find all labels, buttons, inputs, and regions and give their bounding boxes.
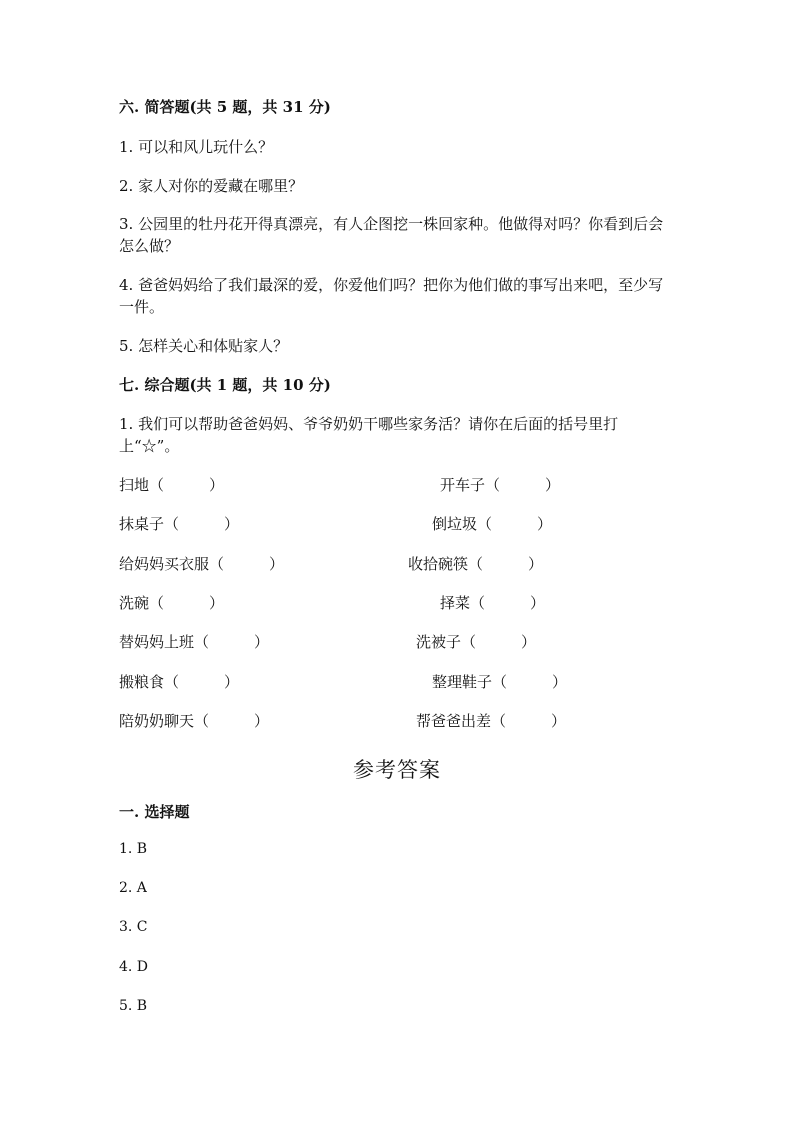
question-6-4: 4. 爸爸妈妈给了我们最深的爱，你爱他们吗？把你为他们做的事写出来吧，至少写一件。 [119,276,664,316]
answer-2: 2. A [119,880,147,896]
chore-left-4: 洗碗（ ） [119,594,225,612]
chore-right-4: 择菜（ ） [440,594,546,612]
question-6-2: 2. 家人对你的爱藏在哪里？ [119,177,304,195]
chore-left-3: 给妈妈买衣服（ ） [119,555,285,573]
answers-section-1-heading: 一. 选择题 [119,803,190,821]
answers-title: 参考答案 [353,758,441,782]
question-6-5: 5. 怎样关心和体贴家人？ [119,337,289,355]
chore-right-1: 开车子（ ） [440,476,561,494]
answer-1: 1. B [119,841,148,857]
question-7-1: 1. 我们可以帮助爸爸妈妈、爷爷奶奶干哪些家务活？请你在后面的括号里打上“☆”。 [119,415,619,455]
answer-3: 3. C [119,919,148,935]
chore-left-7: 陪奶奶聊天（ ） [119,712,270,730]
question-6-3: 3. 公园里的牡丹花开得真漂亮，有人企图挖一株回家种。他做得对吗？你看到后会怎么做？ [119,215,664,255]
chore-right-6: 整理鞋子（ ） [432,673,568,691]
section-6-heading: 六. 简答题(共 5 题，共 31 分) [119,98,331,116]
question-6-1: 1. 可以和风儿玩什么？ [119,138,274,156]
chore-right-5: 洗被子（ ） [416,633,537,651]
chore-right-7: 帮爸爸出差（ ） [416,712,567,730]
chore-left-6: 搬粮食（ ） [119,673,240,691]
chore-right-2: 倒垃圾（ ） [432,515,553,533]
chore-left-2: 抹桌子（ ） [119,515,240,533]
section-7-heading: 七. 综合题(共 1 题，共 10 分) [119,376,331,394]
chore-left-1: 扫地（ ） [119,476,225,494]
answer-4: 4. D [119,959,149,975]
chore-right-3: 收拾碗筷（ ） [408,555,544,573]
answer-5: 5. B [119,998,148,1014]
chore-left-5: 替妈妈上班（ ） [119,633,270,651]
